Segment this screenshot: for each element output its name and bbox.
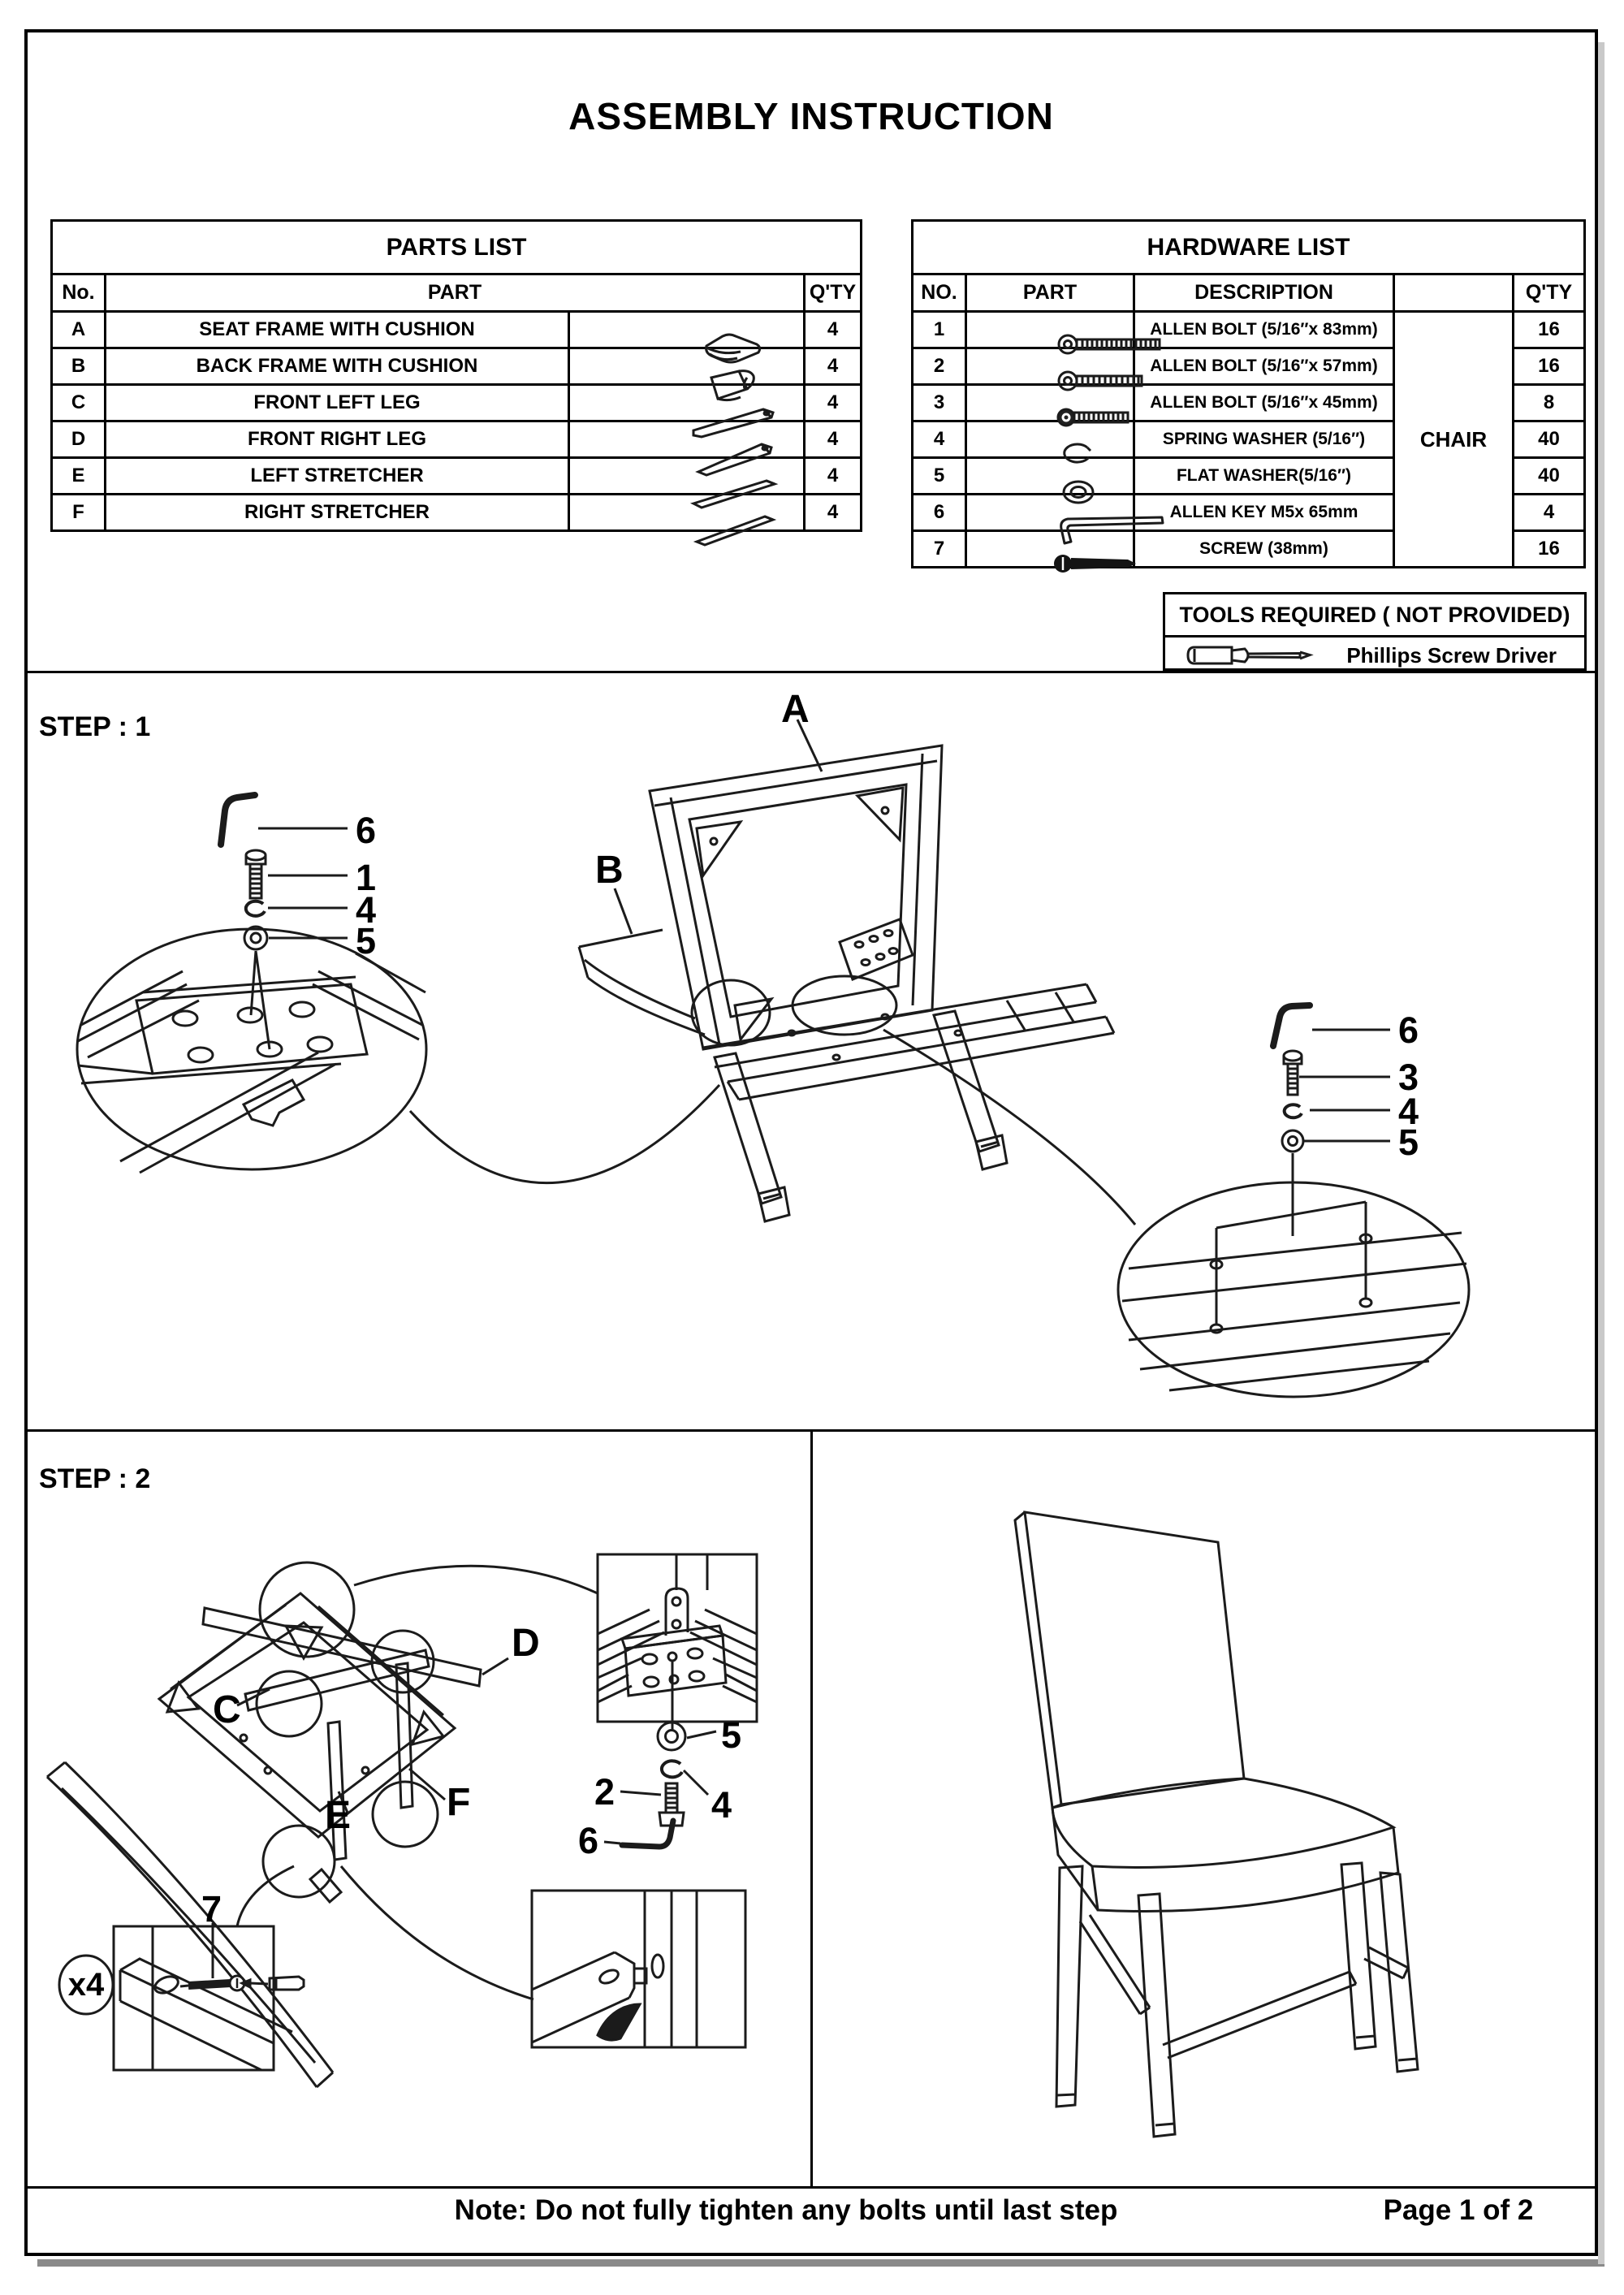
parts-row-b-name: BACK FRAME WITH CUSHION (106, 348, 569, 385)
parts-row-c-no: C (52, 385, 106, 421)
step2-highlight-top (260, 1562, 354, 1657)
flat-washer-callout-icon-right (1282, 1130, 1303, 1152)
hw-row-5-desc: FLAT WASHER(5/16″) (1134, 458, 1394, 495)
parts-row-b-qty: 4 (805, 348, 862, 385)
footer-page-number: Page 1 of 2 (1383, 2194, 1534, 2226)
hw-row-1-no: 1 (913, 312, 966, 348)
parts-row-c-name: FRONT LEFT LEG (106, 385, 569, 421)
hw-row-5-no: 5 (913, 458, 966, 495)
step1-arc-right (883, 1030, 1135, 1225)
hw-row-1-qty: 16 (1514, 312, 1585, 348)
label-b-leader (615, 888, 632, 934)
parts-row-f-qty: 4 (805, 495, 862, 531)
hw-row-3-qty: 8 (1514, 385, 1585, 421)
bolt-1-callout-icon (246, 850, 266, 898)
step2-callout-6: 6 (578, 1820, 599, 1861)
tools-required-title: TOOLS REQUIRED ( NOT PROVIDED) (1165, 594, 1584, 638)
bolt-3-callout-icon (1284, 1051, 1302, 1095)
hw-row-4-desc: SPRING WASHER (5/16″) (1134, 421, 1394, 458)
screwdriver-icon (1186, 641, 1332, 670)
step1-callout-1: 1 (356, 857, 377, 898)
step2-callout-2: 2 (594, 1771, 615, 1813)
hardware-list-title: HARDWARE LIST (913, 221, 1585, 274)
spring-washer-callout-icon (246, 901, 265, 916)
hw-row-6-desc: ALLEN KEY M5x 65mm (1134, 495, 1394, 531)
spring-washer-callout-icon-right (1285, 1104, 1302, 1117)
parts-row-b-no: B (52, 348, 106, 385)
step1-left-zoom-circle (77, 929, 426, 1173)
step1-arc-left (410, 1085, 719, 1183)
step2-highlight-c (257, 1671, 322, 1736)
parts-list-table (50, 219, 862, 532)
step1-label: STEP : 1 (39, 711, 151, 742)
page-shadow-bottom (37, 2259, 1605, 2267)
step1-callout-5: 5 (356, 920, 377, 962)
hardware-list-table (911, 219, 1586, 568)
tools-required-row (1165, 638, 1584, 673)
parts-col-part: PART (106, 274, 805, 312)
parts-row-f-no: F (52, 495, 106, 531)
parts-row-f-name: RIGHT STRETCHER (106, 495, 569, 531)
hw-row-6-no: 6 (913, 495, 966, 531)
hw-row-3-desc: ALLEN BOLT (5/16″x 45mm) (1134, 385, 1394, 421)
step2-inset-corner-block (598, 1554, 757, 1731)
hw-row-7-desc: SCREW (38mm) (1134, 531, 1394, 568)
hw-col-desc: DESCRIPTION (1134, 274, 1394, 312)
hw-row-2-qty: 16 (1514, 348, 1585, 385)
parts-row-d-qty: 4 (805, 421, 862, 458)
hw-row-6-qty: 4 (1514, 495, 1585, 531)
step1-right-zoom-circle (1118, 1182, 1469, 1397)
step1-callout-6: 6 (356, 810, 377, 851)
step2-label-f: F (447, 1781, 471, 1824)
allen-key-callout-icon (221, 795, 255, 845)
hw-col-part: PART (966, 274, 1134, 312)
hw-row-2-no: 2 (913, 348, 966, 385)
step2-hardware-stack (604, 1722, 716, 1847)
step2-arc-inset1 (354, 1566, 598, 1593)
allen-bolt-83-icon (966, 312, 1134, 348)
step2-arc-inset3 (341, 1866, 533, 1999)
hw-row-2-desc: ALLEN BOLT (5/16″x 57mm) (1134, 348, 1394, 385)
hw-col-qty: Q'TY (1514, 274, 1585, 312)
parts-row-d-no: D (52, 421, 106, 458)
step2-label-c: C (213, 1688, 241, 1731)
hw-row-1-desc: ALLEN BOLT (5/16″x 83mm) (1134, 312, 1394, 348)
footer-note: Note: Do not fully tighten any bolts until last step (454, 2194, 1118, 2226)
parts-row-e-qty: 4 (805, 458, 862, 495)
step2-callout-4: 4 (711, 1784, 732, 1826)
step1-callout-r5: 5 (1398, 1122, 1419, 1163)
parts-row-a-no: A (52, 312, 106, 348)
step2-highlight-f-bottom (373, 1782, 438, 1847)
hw-row-1 (913, 312, 1585, 348)
step2-diagram (27, 1432, 809, 2185)
seat-cushion-icon (569, 312, 805, 348)
hw-row-5-qty: 40 (1514, 458, 1585, 495)
parts-row-a (52, 312, 862, 348)
step1-callout-4: 4 (356, 889, 377, 931)
step2-callout-7: 7 (201, 1888, 222, 1930)
parts-col-no: No. (52, 274, 106, 312)
step1-diagram (24, 674, 1598, 1428)
parts-list-title: PARTS LIST (52, 221, 862, 274)
step2-chair-drawing (47, 1593, 481, 2087)
hw-row-7-qty: 16 (1514, 531, 1585, 568)
step1-label-a: A (781, 688, 810, 731)
parts-row-d-name: FRONT RIGHT LEG (106, 421, 569, 458)
allen-key-callout-icon-right (1273, 1005, 1310, 1046)
step1-callout-r3: 3 (1398, 1057, 1419, 1098)
page-title: ASSEMBLY INSTRUCTION (568, 95, 1054, 137)
step2-label-d: D (512, 1622, 540, 1665)
step2-multiplier: x4 (67, 1967, 105, 2003)
parts-row-e-no: E (52, 458, 106, 495)
hw-row-4-qty: 40 (1514, 421, 1585, 458)
step2-callout-5: 5 (721, 1714, 742, 1756)
hw-col-spacer (1394, 274, 1514, 312)
hw-row-4-no: 4 (913, 421, 966, 458)
step1-seat-frame-drawing (579, 746, 1114, 1221)
parts-row-e-name: LEFT STRETCHER (106, 458, 569, 495)
hw-col-no: NO. (913, 274, 966, 312)
step2-highlight-bottom (263, 1826, 335, 1897)
step2-label: STEP : 2 (39, 1463, 151, 1494)
step2-inset-stretcher (532, 1891, 745, 2047)
step1-callout-r6: 6 (1398, 1009, 1419, 1051)
parts-col-qty: Q'TY (805, 274, 862, 312)
tools-item-label: Phillips Screw Driver (1346, 643, 1557, 668)
hw-row-3-no: 3 (913, 385, 966, 421)
parts-row-c-qty: 4 (805, 385, 862, 421)
step1-callout-r4: 4 (1398, 1091, 1419, 1132)
parts-row-a-qty: 4 (805, 312, 862, 348)
hw-row-7-no: 7 (913, 531, 966, 568)
tools-required-box (1163, 592, 1587, 671)
hw-group-chair: CHAIR (1394, 312, 1514, 568)
step1-label-b: B (595, 849, 624, 892)
finished-chair-drawing (813, 1432, 1598, 2185)
step2-label-e: E (325, 1794, 352, 1837)
parts-row-a-name: SEAT FRAME WITH CUSHION (106, 312, 569, 348)
page-shadow-right (1598, 42, 1605, 2264)
